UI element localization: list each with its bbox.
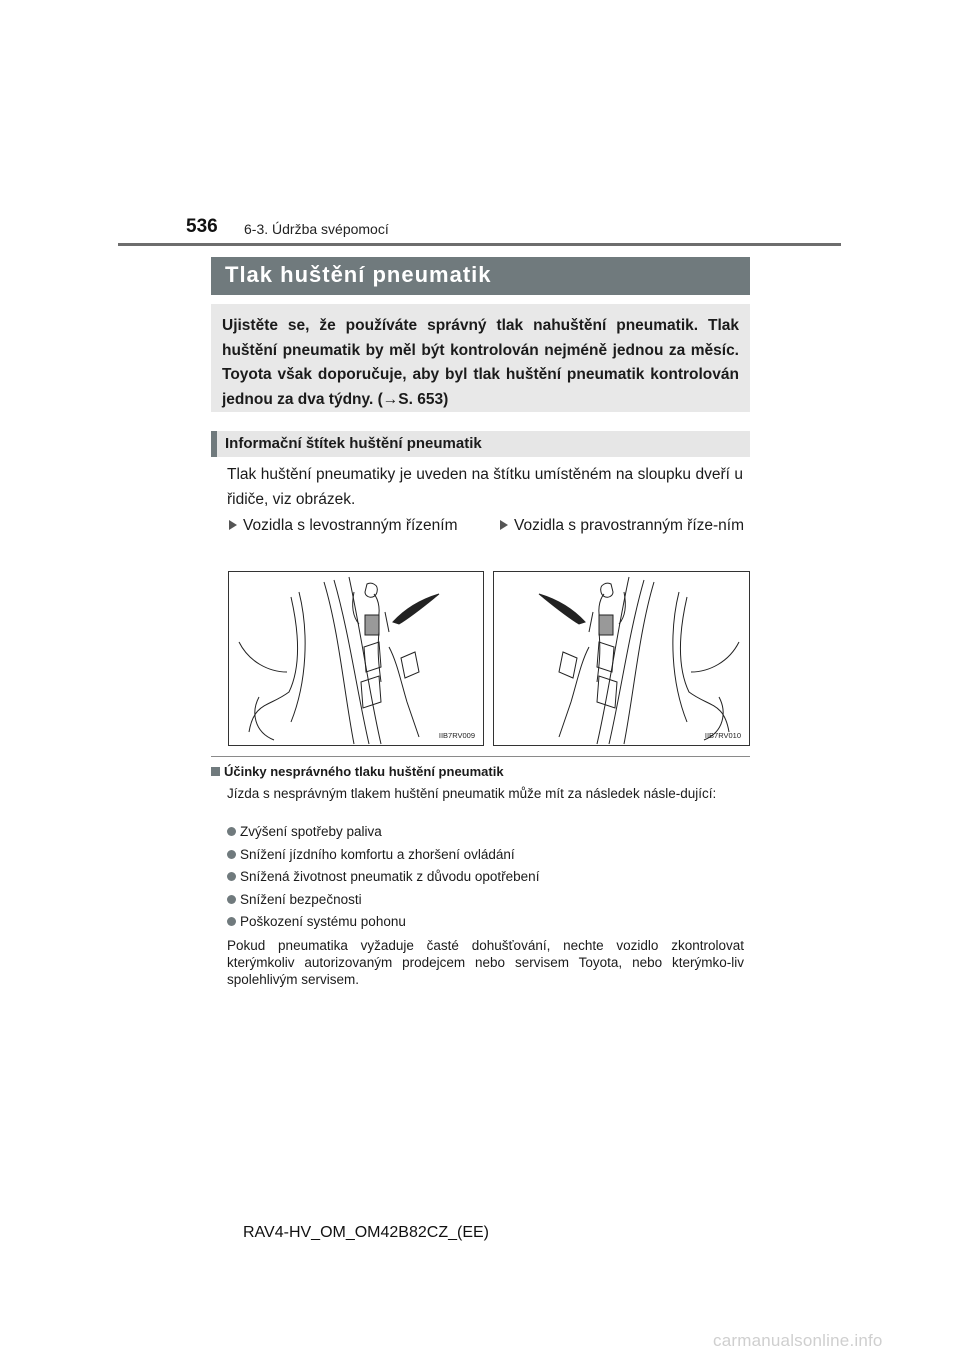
list-item: Snížení jízdního komfortu a zhoršení ovládání — [227, 846, 744, 869]
section-title: 6-3. Údržba svépomocí — [244, 221, 389, 237]
description-text: Tlak huštění pneumatiky je uveden na štítku umístěném na sloupku dveří u řidiče, viz obrázek. — [227, 466, 743, 508]
figure-label-right — [500, 514, 745, 539]
list-item: Snížení bezpečnosti — [227, 891, 744, 914]
intro-box — [211, 304, 750, 412]
subsection-title: Informační štítek huštění pneumatik — [225, 435, 482, 452]
triangle-bullet-icon — [229, 520, 237, 530]
subsection-bar — [211, 431, 750, 457]
page-number: 536 — [186, 216, 218, 237]
circle-bullet-icon — [227, 827, 236, 836]
figure-left-hand-drive — [228, 571, 484, 746]
circle-bullet-icon — [227, 917, 236, 926]
effects-list — [227, 823, 744, 936]
door-pillar-illustration — [494, 572, 749, 745]
list-item: Snížená životnost pneumatik z důvodu opotřebení — [227, 868, 744, 891]
note-heading-text: Účinky nesprávného tlaku huštění pneumatik — [224, 764, 504, 779]
closing-text: Pokud pneumatika vyžaduje časté dohušťování, nechte vozidlo zkontrolovat kterýmkoliv autorizovaným prodejcem nebo servisem Toyota, nebo kterýmko-liv spolehlivým servisem. — [227, 938, 744, 987]
section-divider — [211, 756, 750, 757]
subsection-stripe — [211, 431, 217, 457]
note-body: Jízda s nesprávným tlakem huštění pneumatik může mít za následek násle-dující: — [227, 786, 717, 801]
page-title-bar — [211, 257, 750, 295]
figure-code-left: IIB7RV009 — [438, 731, 475, 740]
watermark: carmanualsonline.info — [713, 1331, 883, 1350]
page-title: Tlak huštění pneumatik — [225, 262, 492, 287]
triangle-bullet-icon — [500, 520, 508, 530]
figure-label-left-text: Vozidla s levostranným řízením — [243, 517, 458, 534]
circle-bullet-icon — [227, 872, 236, 881]
header-rule — [118, 243, 841, 246]
square-bullet-icon — [211, 767, 220, 776]
footer-doc-code: RAV4-HV_OM_OM42B82CZ_(EE) — [243, 1224, 489, 1241]
figure-label-left — [229, 514, 484, 539]
circle-bullet-icon — [227, 895, 236, 904]
figure-code-right: IIB7RV010 — [704, 731, 741, 740]
list-item: Zvýšení spotřeby paliva — [227, 823, 744, 846]
figure-label-right-text: Vozidla s pravostranným říze-ním — [514, 517, 745, 534]
list-item: Poškození systému pohonu — [227, 913, 744, 936]
door-pillar-illustration — [229, 572, 483, 745]
intro-text: Ujistěte se, že používáte správný tlak nahuštění pneumatik. Tlak huštění pneumatik by měl být kontrolován nejméně jednou za měsíc. Toyota však doporučuje, aby byl tlak huštění pneumatik kontrolován jednou za dva týdny. (→S. 653) — [222, 317, 739, 408]
note-heading — [211, 764, 504, 779]
figure-right-hand-drive — [493, 571, 750, 746]
circle-bullet-icon — [227, 850, 236, 859]
